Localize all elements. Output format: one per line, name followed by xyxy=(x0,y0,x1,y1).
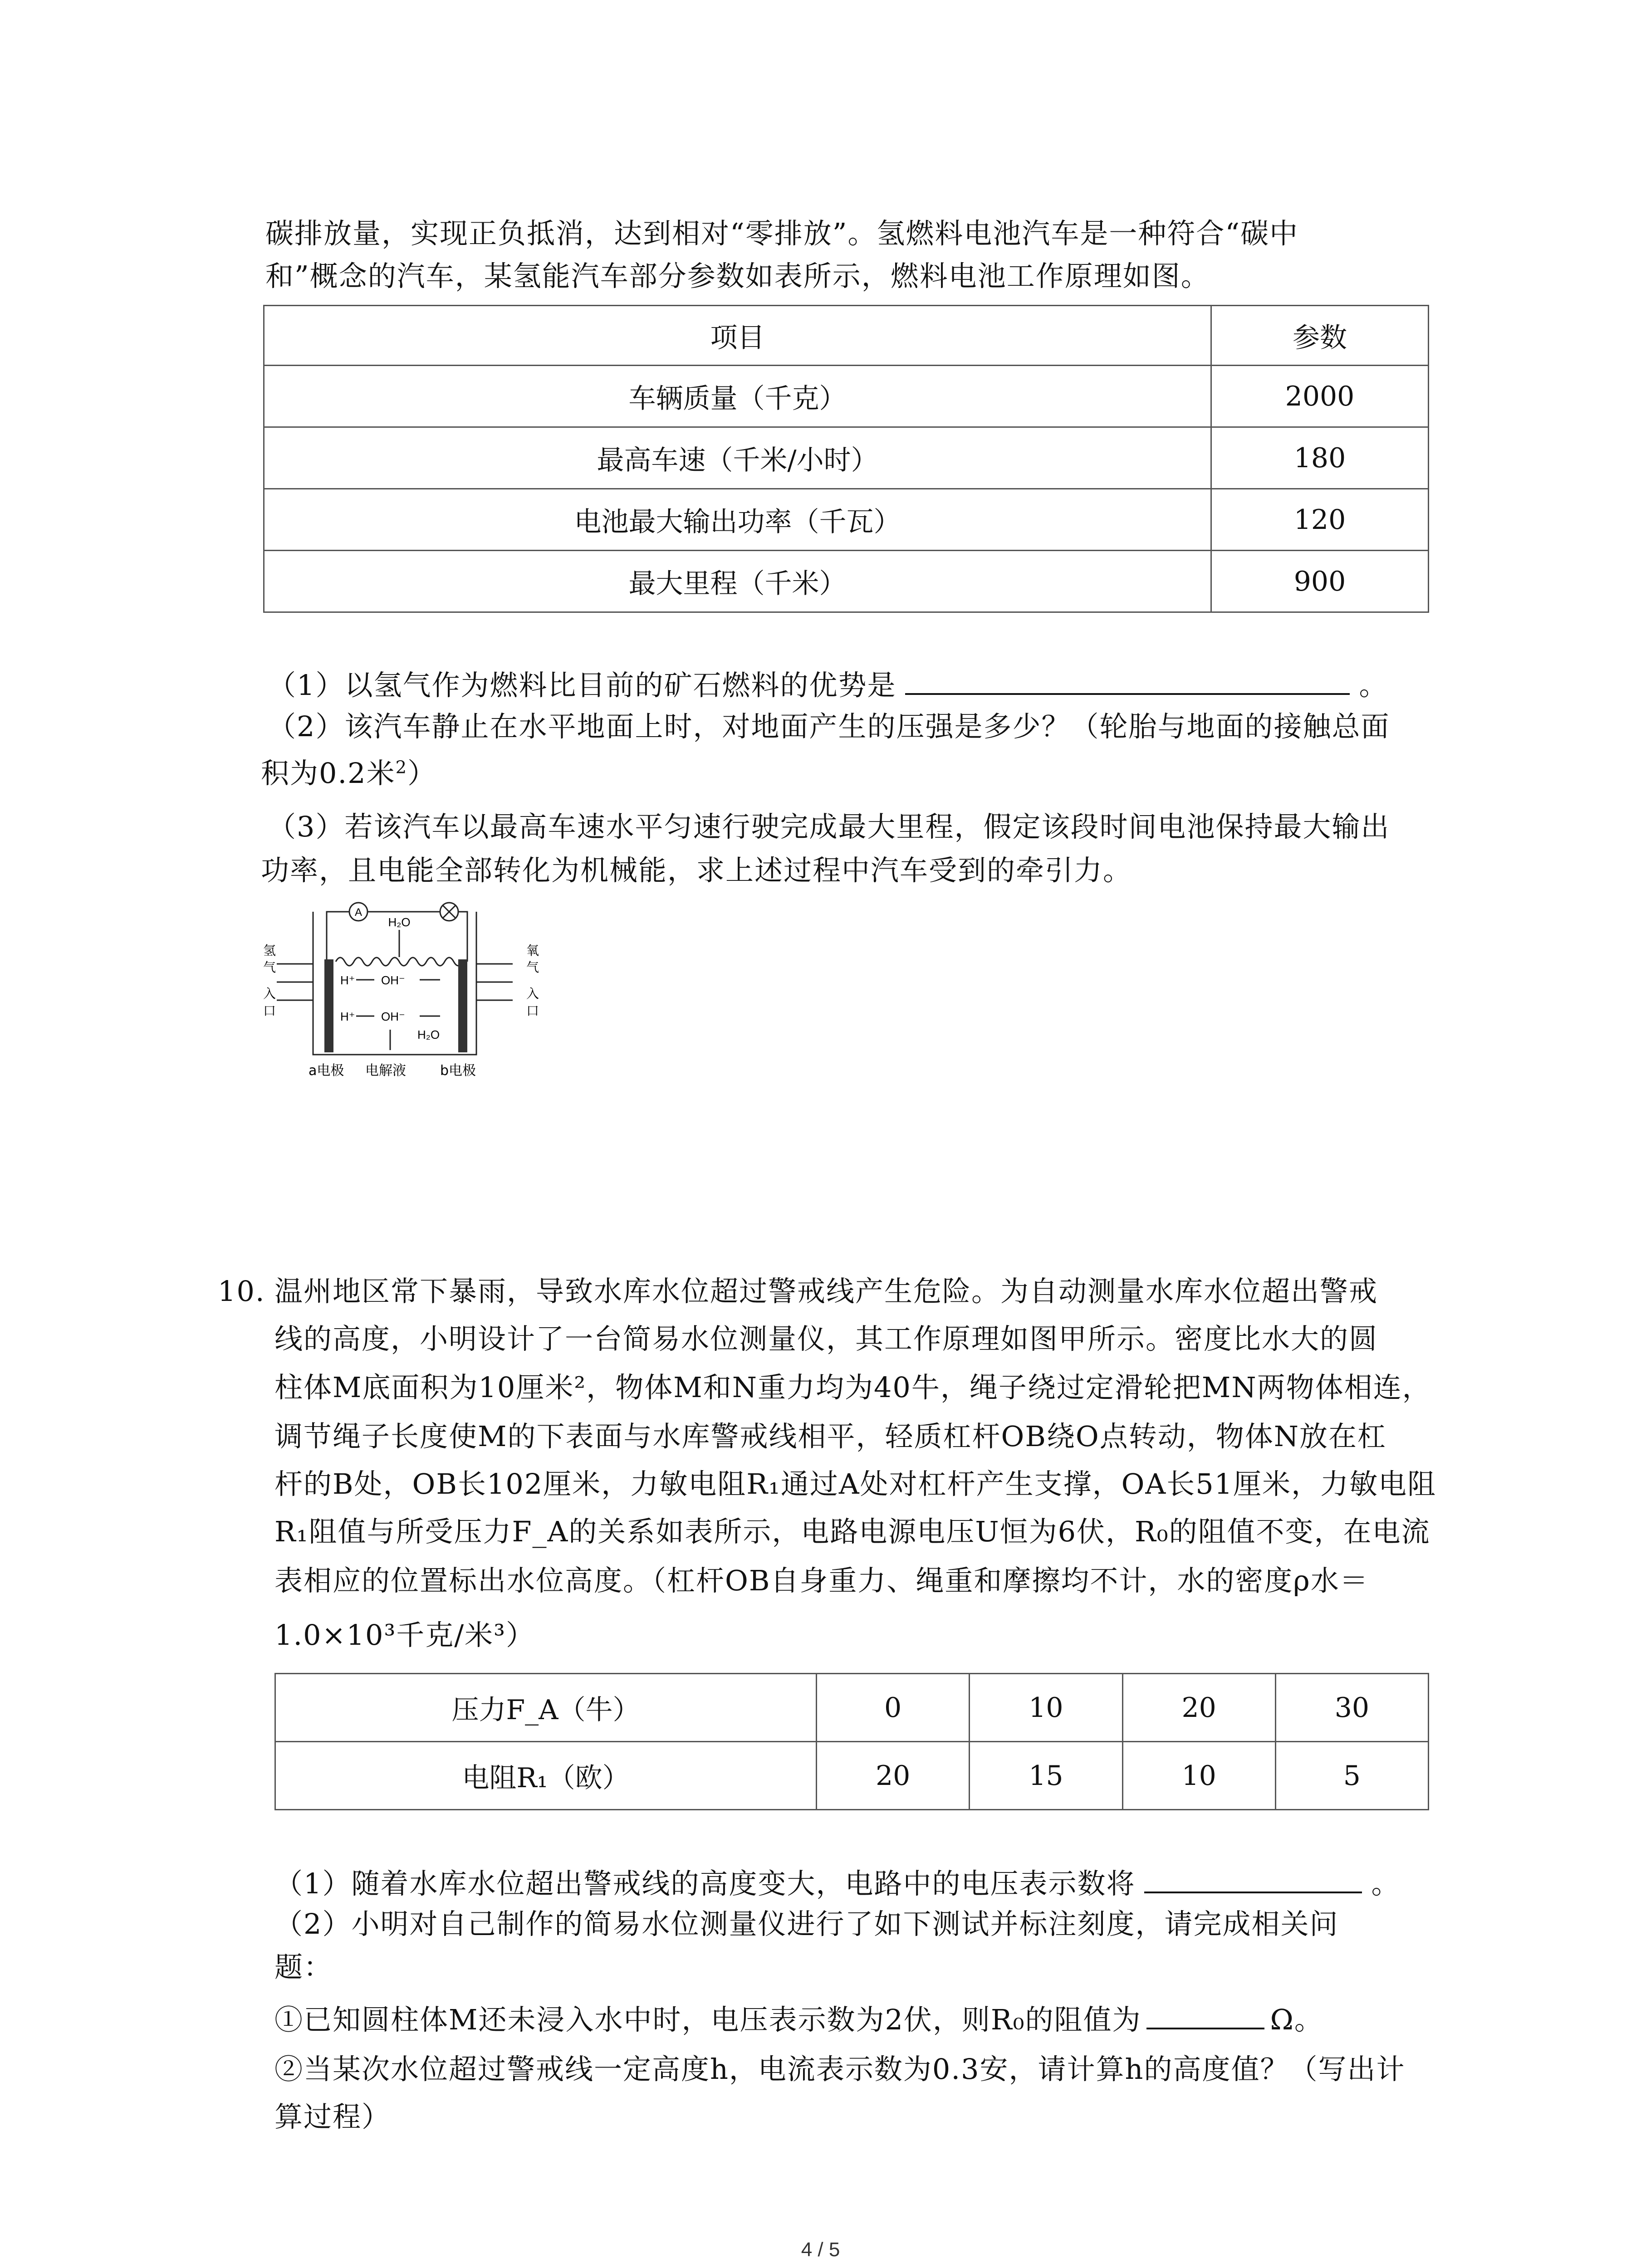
page-number: 4 / 5 xyxy=(801,2239,840,2261)
right-inlet-char: 口 xyxy=(526,1003,539,1018)
q10-line-5: 杆的B处，OB长102厘米，力敏电阻R₁通过A处对杠杆产生支撑，OA长51厘米，力敏电阻 xyxy=(274,1467,1437,1501)
answer-blank[interactable] xyxy=(1144,1864,1362,1893)
left-inlet-char: 氢 xyxy=(263,943,276,958)
intro-line-2: 和”概念的汽车，某氢能汽车部分参数如表所示，燃料电池工作原理如图。 xyxy=(265,259,1210,293)
q10-line-1: 温州地区常下暴雨，导致水库水位超过警戒线产生危险。为自动测量水库水位超出警戒 xyxy=(274,1275,1378,1308)
table-cell: 20 xyxy=(1122,1674,1275,1742)
q9-part1-text: （1）以氢气作为燃料比目前的矿石燃料的优势是 xyxy=(268,669,896,702)
left-inlet-char: 气 xyxy=(263,960,276,975)
q10-part4-line2: 算过程） xyxy=(274,2100,391,2133)
electrode-a-label: a电极 xyxy=(309,1063,344,1079)
table-cell: 2000 xyxy=(1211,366,1429,427)
q10-line-6: R₁阻值与所受压力F_A的关系如表所示，电路电源电压U恒为6伏，R₀的阻值不变，在电流 xyxy=(274,1515,1430,1548)
ion-h-label: H⁺ xyxy=(340,973,355,987)
table-cell: 车辆质量（千克） xyxy=(264,366,1211,427)
right-inlet-char: 入 xyxy=(526,986,539,1001)
q10-part1-end: 。 xyxy=(1371,1867,1401,1900)
q9-part1 xyxy=(268,666,1388,702)
table-row-label: 电阻R₁（欧） xyxy=(275,1742,817,1810)
q10-line-2: 线的高度，小明设计了一台简易水位测量仪，其工作原理如图甲所示。密度比水大的圆 xyxy=(274,1322,1378,1355)
table-header-item: 项目 xyxy=(264,306,1211,366)
ion-oh-label-2: OH⁻ xyxy=(381,1010,405,1023)
q9-part2-end: ） xyxy=(407,757,437,790)
intro-line-1: 碳排放量，实现正负抵消，达到相对“零排放”。氢燃料电池汽车是一种符合“碳中 xyxy=(265,217,1299,250)
superscript: 2 xyxy=(395,757,408,778)
table-cell: 最高车速（千米/小时） xyxy=(264,427,1211,489)
q10-part3 xyxy=(274,2000,1323,2037)
table-cell: 10 xyxy=(970,1674,1122,1742)
q10-line-8: 1.0×10³千克/米³） xyxy=(274,1618,535,1652)
q9-part2-line1: （2）该汽车静止在水平地面上时，对地面产生的压强是多少？（轮胎与地面的接触总面 xyxy=(268,710,1390,743)
q10-line-7: 表相应的位置标出水位高度。（杠杆OB自身重力、绳重和摩擦均不计，水的密度ρ水＝ xyxy=(274,1564,1369,1597)
q10-part1-text: （1）随着水库水位超出警戒线的高度变大，电路中的电压表示数将 xyxy=(274,1867,1136,1900)
table-cell: 180 xyxy=(1211,427,1429,489)
table-cell: 10 xyxy=(1122,1742,1275,1810)
electrode-b-label: b电极 xyxy=(440,1063,476,1079)
right-inlet-char: 氧 xyxy=(526,943,539,958)
q10-part3-text: ①已知圆柱体M还未浸入水中时，电压表示数为2伏，则R₀的阻值为 xyxy=(274,2003,1141,2036)
force-resistance-table xyxy=(274,1673,1429,1810)
q9-part3-line2: 功率，且电能全部转化为机械能，求上述过程中汽车受到的牵引力。 xyxy=(261,854,1132,887)
q10-part2-line1: （2）小明对自己制作的简易水位测量仪进行了如下测试并标注刻度，请完成相关问 xyxy=(274,1907,1339,1941)
left-inlet-char: 入 xyxy=(263,986,276,1001)
table-cell: 5 xyxy=(1275,1742,1428,1810)
answer-blank[interactable] xyxy=(1146,2000,1264,2029)
answer-blank[interactable] xyxy=(905,666,1350,695)
q10-part1 xyxy=(274,1864,1400,1901)
q10-part2-line2: 题： xyxy=(274,1950,333,1984)
q10-number: 10. xyxy=(218,1275,265,1308)
table-row-label: 压力F_A（牛） xyxy=(275,1674,817,1742)
fuel-cell-diagram xyxy=(259,894,549,1093)
q9-part1-end: 。 xyxy=(1359,669,1388,702)
table-cell: 电池最大输出功率（千瓦） xyxy=(264,489,1211,551)
table-cell: 15 xyxy=(970,1742,1122,1810)
electrolyte-label: 电解液 xyxy=(365,1063,406,1079)
table-cell: 0 xyxy=(817,1674,970,1742)
q9-part2-line2 xyxy=(261,757,436,790)
left-inlet-char: 口 xyxy=(263,1003,276,1018)
q10-line-4: 调节绳子长度使M的下表面与水库警戒线相平，轻质杠杆OB绕O点转动，物体N放在杠 xyxy=(274,1420,1386,1453)
table-cell: 30 xyxy=(1275,1674,1428,1742)
ion-oh-label: OH⁻ xyxy=(381,973,405,987)
table-cell: 120 xyxy=(1211,489,1429,551)
table-header-param: 参数 xyxy=(1211,306,1429,366)
q9-part3-line1: （3）若该汽车以最高车速水平匀速行驶完成最大里程，假定该段时间电池保持最大输出 xyxy=(268,810,1390,843)
q10-part4-line1: ②当某次水位超过警戒线一定高度h，电流表示数为0.3安，请计算h的高度值？（写出计 xyxy=(274,2053,1406,2086)
ammeter-label: A xyxy=(354,906,362,919)
h2o-top-label: H₂O xyxy=(388,915,411,929)
ion-h-label-2: H⁺ xyxy=(340,1010,355,1023)
parameter-table xyxy=(263,305,1429,613)
table-cell: 900 xyxy=(1211,551,1429,612)
q10-line-3: 柱体M底面积为10厘米²，物体M和N重力均为40牛，绳子绕过定滑轮把MN两物体相连， xyxy=(274,1371,1431,1404)
h2o-bottom-label: H₂O xyxy=(417,1028,440,1041)
table-cell: 最大里程（千米） xyxy=(264,551,1211,612)
q10-part3-end: Ω。 xyxy=(1270,2003,1323,2036)
table-cell: 20 xyxy=(817,1742,970,1810)
right-inlet-char: 气 xyxy=(526,960,539,975)
q9-part2-text: 积为0.2米 xyxy=(261,757,396,790)
